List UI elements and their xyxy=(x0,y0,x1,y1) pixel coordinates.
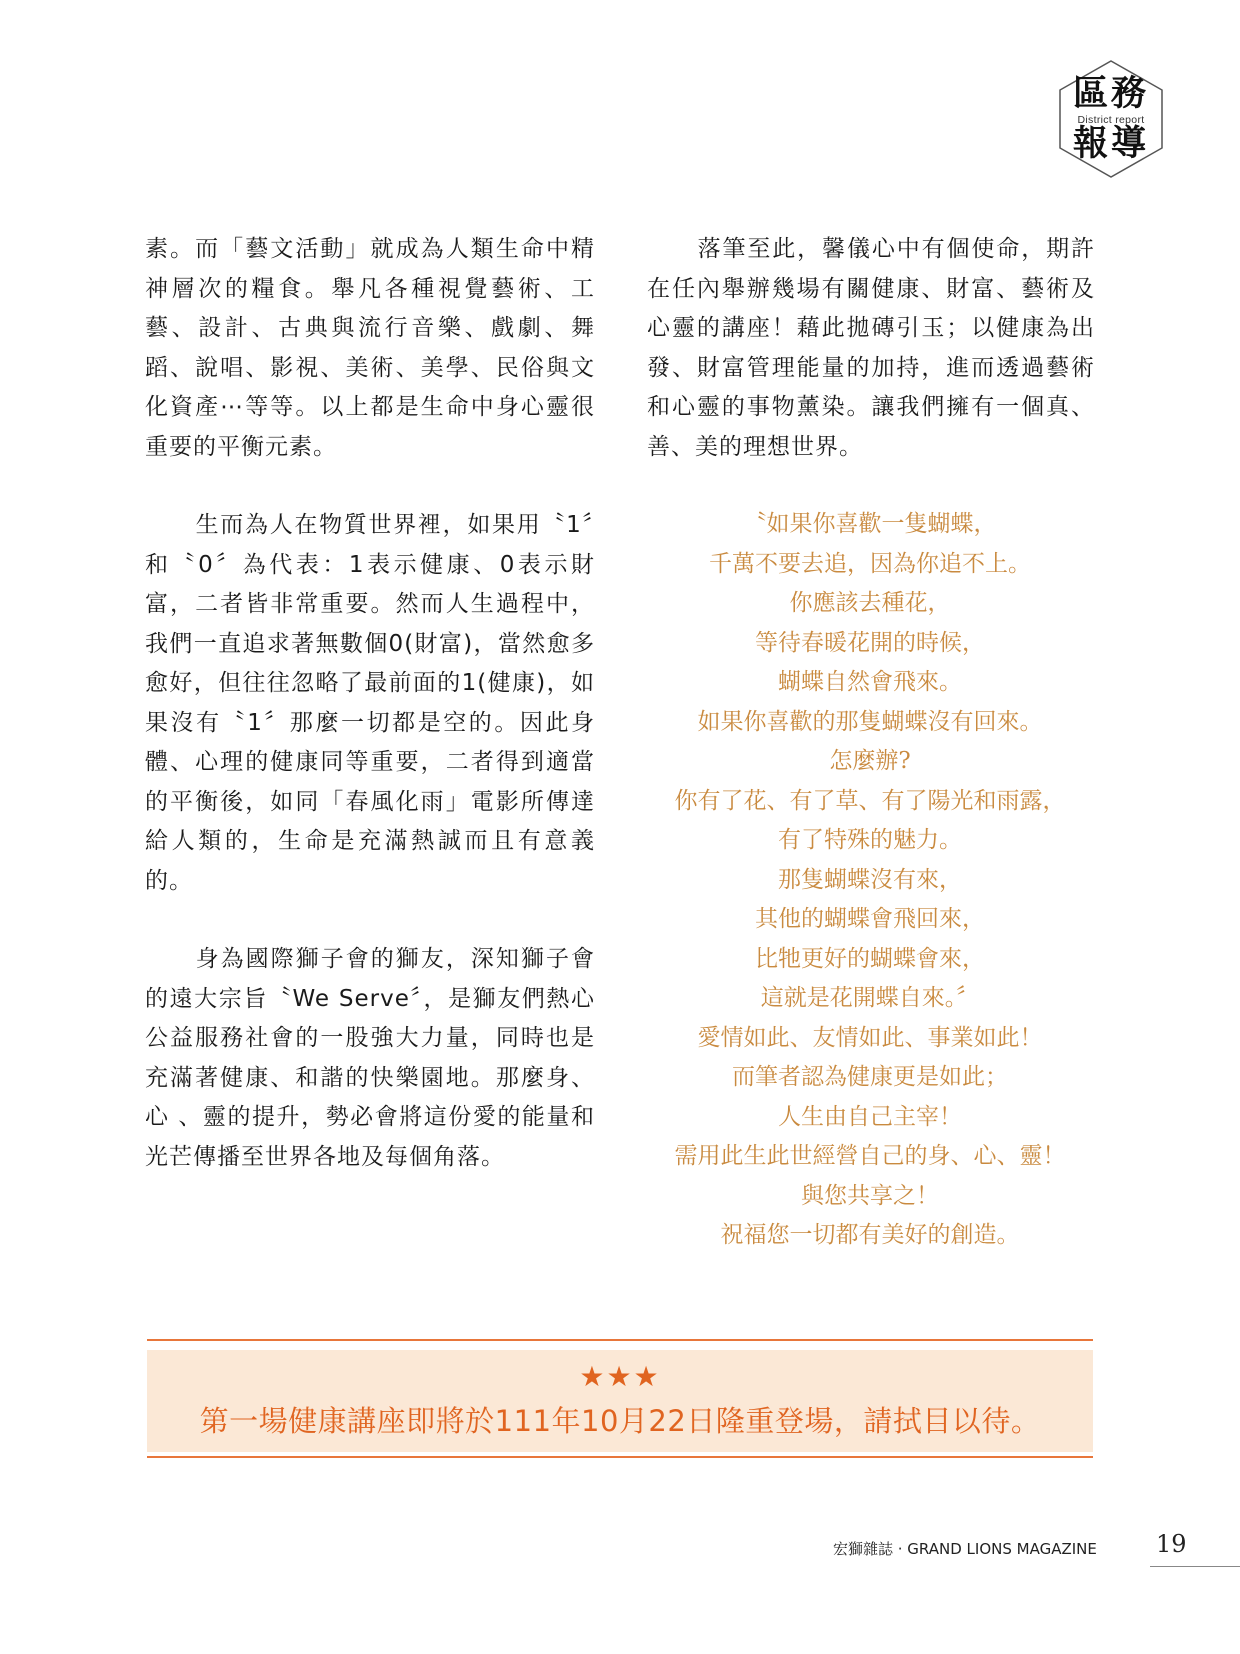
page-number: 19 xyxy=(1156,1530,1187,1558)
poem-line: 你應該去種花， xyxy=(789,590,951,616)
poem-line: 那隻蝴蝶沒有來， xyxy=(778,866,962,893)
poem-line: 千萬不要去追，因為你追不上。 xyxy=(709,550,1031,577)
footer-magazine-title: 宏獅雜誌 · GRAND LIONS MAGAZINE xyxy=(833,1540,1097,1558)
poem-line: 怎麼辦? xyxy=(829,748,911,774)
poem-line: 如果你喜歡的那隻蝴蝶沒有回來。 xyxy=(697,708,1043,735)
poem-line: 比牠更好的蝴蝶會來， xyxy=(755,945,985,972)
body-paragraph: 素。而「藝文活動」就成為人類生命中精神層次的糧食。舉凡各種視覺藝術、工藝、設計、古典與流行音樂、戲劇、舞蹈、說唱、影視、美術、美學、民俗與文化資產⋯等等。以上都是生命中身心靈很重要的平衡元素。 xyxy=(145,236,595,460)
section-tag-title-line2: 報導 xyxy=(1072,123,1149,164)
body-paragraph: 落筆至此，馨儀心中有個使命，期許在任內舉辦幾場有關健康、財富、藝術及心靈的講座！藉此拋磚引玉；以健康為出發、財富管理能量的加持，進而透過藝術和心靈的事物薰染。讓我們擁有一個真、善、美的理想世界。 xyxy=(647,236,1095,460)
poem-line: 愛情如此、友情如此、事業如此！ xyxy=(697,1024,1043,1051)
notice-top-rule xyxy=(147,1339,1093,1341)
notice-box xyxy=(147,1350,1093,1452)
poem-line: 等待春暖花開的時候， xyxy=(755,629,985,656)
poem-line: 其他的蝴蝶會飛回來， xyxy=(755,906,985,932)
poem-line: 人生由自己主宰！ xyxy=(778,1103,962,1130)
notice-bottom-rule xyxy=(147,1456,1093,1458)
poem-line: 蝴蝶自然會飛來。 xyxy=(778,669,962,695)
footer-rule xyxy=(1150,1566,1240,1567)
section-tag-english: District report xyxy=(1077,114,1145,126)
left-column xyxy=(145,230,595,1177)
poem-line: 有了特殊的魅力。 xyxy=(778,827,962,853)
body-paragraph: 生而為人在物質世界裡，如果用〝1〞和〝0〞為代表：1表示健康、0表示財富，二者皆非常重要。然而人生過程中，我們一直追求著無數個0(財富)，當然愈多愈好，但往往忽略了最前面的1(健康)，如果沒有〝1〞那麼一切都是空的。因此身體、心理的健康同等重要，二者得到適當的平衡後，如同「春風化雨」電影所傳達給人類的，生命是充滿熱誠而且有意義的。 xyxy=(145,512,595,894)
poem-line: 需用此生此世經營自己的身、心、靈！ xyxy=(674,1143,1066,1169)
poem-line: 與您共享之！ xyxy=(801,1182,939,1209)
poem-line: 這就是花開蝶自來。〞 xyxy=(760,985,980,1011)
right-column xyxy=(647,230,1095,467)
stars-icon: ★★★ xyxy=(579,1360,661,1393)
section-tag xyxy=(1050,58,1172,180)
section-tag-title-line1: 區務 xyxy=(1072,73,1149,114)
poem-line: 〝如果你喜歡一隻蝴蝶， xyxy=(743,511,997,537)
poem-line: 祝福您一切都有美好的創造。 xyxy=(720,1222,1020,1248)
poem-line: 而筆者認為健康更是如此； xyxy=(732,1064,1008,1090)
notice-text: 第一場健康講座即將於111年10月22日隆重登場，請拭目以待。 xyxy=(199,1404,1041,1438)
poem-line: 你有了花、有了草、有了陽光和雨露， xyxy=(674,787,1066,814)
poem xyxy=(640,505,1100,1256)
body-paragraph: 身為國際獅子會的獅友，深知獅子會的遠大宗旨〝We Serve〞，是獅友們熱心公益服務社會的一股強大力量，同時也是充滿著健康、和諧的快樂園地。那麼身、心 、靈的提升，勢必會將這份愛的能量和光芒傳播至世界各地及每個角落。 xyxy=(145,946,595,1170)
